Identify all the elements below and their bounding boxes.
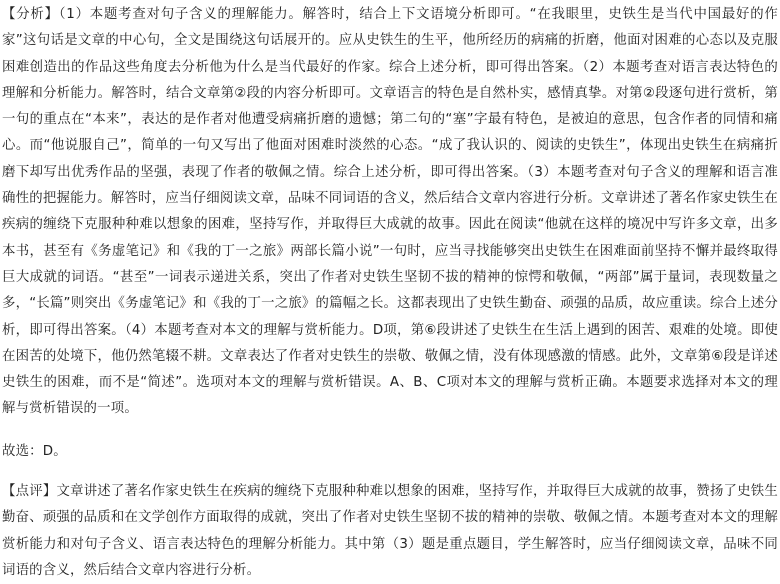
comment-tag: 【点评】 <box>2 484 57 500</box>
analysis-text: （1）本题考查对句子含义的理解能力。解答时，结合上下文语境分析即可。“在我眼里，史铁生是当代中国最好的作家”这句话是文章的中心句，全文是围绕这句话展开的。应从史铁生的生平，他所经历的病痛的折磨，他面对困难的心态以及克服困难创造出的作品这些角度去分析他为什么是当代最好的作家。综合上述分析，即可得出答案。（2）本题考查对语言表达特色的理解和分析能力。解答时，结合文章第②段的内容分析即可。文章语言的特色是自然朴实，感情真挚。对第②段逐句进行赏析，第一句的重点在“本来”，表达的是作者对他遭受病痛折磨的遗憾；第二句的“塞”字最有特色，是被迫的意思，包含作者的同情和痛心。而“他说服自己”，简单的一句又写出了他面对困难时淡然的心态。“成了我认识的、阅读的史铁生”，体现出史铁生在病痛折磨下却写出优秀作品的坚强，表现了作者的敬佩之情。综合上述分析，即可得出答案。（3）本题考查对句子含义的理解和语言准确性的把握能力。解答时，应当仔细阅读文章，品味不同词语的含义，然后结合文章内容进行分析。文章讲述了著名作家史铁生在疾病的缠绕下克服种种难以想象的困难，坚持写作，并取得巨大成就的故事。因此在阅读“他就在这样的境况中写许多文章，出多本书，甚至有《务虚笔记》和《我的丁一之旅》两部长篇小说”一句时，应当寻找能够突出史铁生在困难面前坚持不懈并最终取得巨大成就的词语。“甚至”一词表示递进关系，突出了作者对史铁生坚韧不拔的精神的惊愕和敬佩，“两部”属于量词，表现数量之多，“长篇”则突出《务虚笔记》和《我的丁一之旅》的篇幅之长。这都表现出了史铁生勤奋、顽强的品质，故应重读。综合上述分析，即可得出答案。（4）本题考查对本文的理解与赏析能力。D项，第⑥段讲述了史铁生在生活上遇到的困苦、艰难的处境。即使在困苦的处境下，他仍然笔辍不耕。文章表达了作者对史铁生的崇敬、敬佩之情，没有体现感激的情感。此外，文章第⑥段是详述史铁生的困难，而不是“简述”。选项对本文的理解与赏析错误。A、B、C项对本文的理解与赏析正确。本题要求选择对本文的理解与赏析错误的一项。 <box>2 7 778 417</box>
comment-text: 文章讲述了著名作家史铁生在疾病的缠绕下克服种种难以想象的困难，坚持写作，并取得巨大成就的故事，赞扬了史铁生勤奋、顽强的品质和在文学创作方面取得的成就，突出了作者对史铁生坚韧不拔的精神的崇敬、敬佩之情。本题考查对本文的理解赏析能力和对句子含义、语言表达特色的理解分析能力。其中第（3）题是重点题目，学生解答时，应当仔细阅读文章，品味不同词语的含义，然后结合文章内容进行分析。 <box>2 484 778 578</box>
answer-line: 故选：D。 <box>2 443 67 459</box>
analysis-paragraph <box>2 2 778 423</box>
solution-document <box>2 2 778 584</box>
analysis-tag: 【分析】 <box>2 7 59 22</box>
